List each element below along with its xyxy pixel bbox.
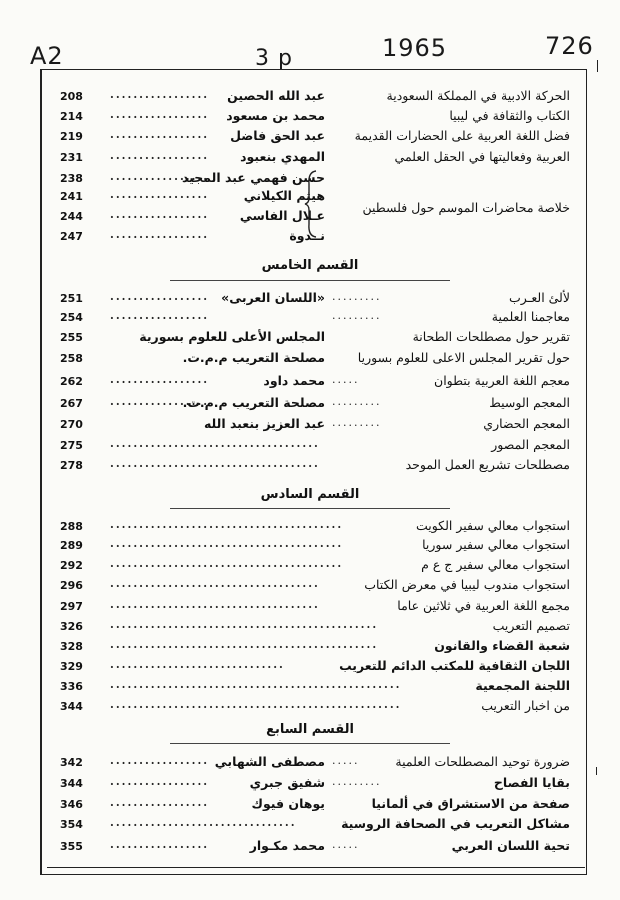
author: هيثم الكيلاني (243, 188, 325, 203)
page-number: 267 (60, 397, 83, 410)
entry-title: المعجم الحضاري (483, 416, 570, 431)
toc-entry (60, 329, 570, 349)
toc-entry (60, 290, 570, 310)
toc-entry (60, 618, 570, 638)
toc-entry (60, 128, 570, 148)
toc-entry (60, 638, 570, 658)
leader-dots: .................................... (110, 577, 320, 590)
page-number: 288 (60, 520, 83, 533)
leader-dots: ................. (110, 208, 210, 221)
author: محمد بن مسعود (226, 108, 325, 123)
entry-title: العربية وفعاليتها في الحقل العلمي (394, 149, 570, 164)
handwritten-mark-left: A2 (30, 42, 64, 70)
leader-dots: ................. (110, 290, 210, 303)
page-number: 278 (60, 459, 83, 472)
author: نــدوة (289, 228, 325, 243)
leader-dots: .................................... (110, 598, 320, 611)
author: حسن فهمي عبد المجيد (181, 170, 325, 185)
leader-dots: ................. (110, 395, 210, 408)
author: «اللسان العربى» (221, 290, 325, 305)
page-number: 346 (60, 798, 83, 811)
toc-entry (60, 775, 570, 795)
leader-dots: .............................................. (110, 618, 379, 631)
author: عبد الله الحصين (227, 88, 325, 103)
leader-dots: ........................................ (110, 518, 344, 531)
leader-dots: ................. (110, 373, 210, 386)
entry-title: شعبة القضاء والقانون (434, 638, 570, 653)
leader-dots: ................. (110, 796, 210, 809)
leader-dots: ................. (110, 188, 210, 201)
leader-dots: ................. (110, 170, 210, 183)
toc-entry (60, 698, 570, 718)
toc-entry (60, 658, 570, 678)
leader-dots: ................. (110, 754, 210, 767)
toc-entry (60, 457, 570, 477)
page-number: 355 (60, 840, 83, 853)
entry-title: المعجم المصور (491, 437, 570, 452)
leader-dots: ..... (332, 838, 360, 851)
toc-entry (60, 437, 570, 457)
author: محمد داود (263, 373, 325, 388)
entry-title: مشاكل التعريب في الصحافة الروسية (341, 816, 570, 831)
leader-dots: .................................................. (110, 678, 402, 691)
section-divider (170, 280, 450, 281)
page-number: 219 (60, 130, 83, 143)
page-number: 255 (60, 331, 83, 344)
leader-dots: ................. (110, 128, 210, 141)
entry-title: معاجمنا العلمية (491, 309, 570, 324)
page-number: 326 (60, 620, 83, 633)
toc-entry (60, 88, 570, 108)
page-number: 329 (60, 660, 83, 673)
leader-dots: .................................................. (110, 698, 402, 711)
author: محمد مكـوار (249, 838, 325, 853)
author: المهدي بنعبود (240, 149, 325, 164)
entry-title: صفحة من الاستشراق في ألمانيا (371, 796, 570, 811)
page-number: 336 (60, 680, 83, 693)
entry-title: استجواب معالي سفير الكويت (415, 518, 570, 533)
leader-dots: ......... (332, 395, 382, 408)
leader-dots: ........................................ (110, 537, 344, 550)
page-number: 244 (60, 210, 83, 223)
author: عبد الحق فاضل (230, 128, 325, 143)
page-number: 342 (60, 756, 83, 769)
toc-entry (60, 537, 570, 557)
leader-dots: .................................... (110, 437, 320, 450)
author: المجلس الأعلى للعلوم بسورية (139, 329, 325, 344)
leader-dots: .............................. (110, 658, 285, 671)
leader-dots: ........................................ (110, 557, 344, 570)
toc-entry (60, 557, 570, 577)
section-heading: القسم السادس (260, 487, 360, 502)
entry-title: تحية اللسان العربي (451, 838, 570, 853)
handwritten-year: 1965 (382, 34, 448, 62)
entry-title: مصطلحات تشريع العمل الموحد (405, 457, 570, 472)
entry-title: الحركة الادبية في المملكة السعودية (386, 88, 570, 103)
toc-entry (60, 838, 570, 858)
page-number: 296 (60, 579, 83, 592)
leader-dots: ................................ (110, 816, 297, 829)
leader-dots: ......... (332, 416, 382, 429)
bottom-rule (47, 867, 585, 868)
entry-title: استجواب مندوب ليبيا في معرض الكتاب (364, 577, 570, 592)
toc-entry (60, 796, 570, 816)
toc-entry (60, 149, 570, 169)
leader-dots: .................................... (110, 457, 320, 470)
page-number: 262 (60, 375, 83, 388)
toc-entry (60, 108, 570, 128)
author: عـلال الفاسي (239, 208, 325, 223)
leader-dots: .............................................. (110, 638, 379, 651)
page-number: 354 (60, 818, 83, 831)
page-number: 344 (60, 700, 83, 713)
page-number: 328 (60, 640, 83, 653)
author: مصلحة التعريب م.م.ت. (182, 395, 325, 410)
grouped-entries-title: خلاصة محاضرات الموسم حول فلسطين (362, 200, 570, 215)
toc-entry (60, 678, 570, 698)
leader-dots: ......... (332, 290, 382, 303)
entry-title: اللجنة المجمعية (475, 678, 570, 693)
entry-title: استجواب معالي سفير ج ع م (421, 557, 570, 572)
toc-entry (60, 816, 570, 836)
page-number: 289 (60, 539, 83, 552)
toc-entry (60, 395, 570, 415)
entry-title: حول تقرير المجلس الاعلى للعلوم بسوريا (357, 350, 570, 365)
page-number: 344 (60, 777, 83, 790)
entry-title: تقرير حول مصطلحات الطحانة (412, 329, 570, 344)
page-number: 208 (60, 90, 83, 103)
leader-dots: ................. (110, 228, 210, 241)
leader-dots: ..... (332, 373, 360, 386)
toc-entry (60, 416, 570, 436)
entry-title: مجمع اللغة العربية في ثلاثين عاما (397, 598, 570, 613)
toc-entry (60, 518, 570, 538)
entry-title: تصميم التعريب (492, 618, 570, 633)
toc-entry (60, 309, 570, 329)
entry-title: من اخبار التعريب (481, 698, 570, 713)
toc-entry (60, 598, 570, 618)
page-number: 238 (60, 172, 83, 185)
section-divider (170, 508, 450, 509)
leader-dots: ................. (110, 108, 210, 121)
section-divider (170, 743, 450, 744)
entry-title: معجم اللغة العربية بتطوان (434, 373, 570, 388)
toc-entry (60, 373, 570, 393)
toc-entry (60, 754, 570, 774)
entry-title: فضل اللغة العربية على الحضارات القديمة (354, 128, 570, 143)
grouping-brace (304, 170, 318, 238)
margin-tick (596, 767, 597, 775)
page-number: 275 (60, 439, 83, 452)
leader-dots: ................. (110, 309, 210, 322)
entry-title: الكتاب والثقافة في ليبيا (449, 108, 570, 123)
margin-tick (597, 60, 598, 72)
page-number: 247 (60, 230, 83, 243)
leader-dots: ......... (332, 309, 382, 322)
entry-title: بقايا الفصاح (493, 775, 570, 790)
leader-dots: ................. (110, 838, 210, 851)
entry-title: لألئ العـرب (509, 290, 570, 305)
page-number: 251 (60, 292, 83, 305)
page-number: 258 (60, 352, 83, 365)
toc-entry (60, 350, 570, 370)
section-heading: القسم السابع (266, 722, 354, 737)
leader-dots: ................. (110, 149, 210, 162)
page-number: 231 (60, 151, 83, 164)
author: مصلحة التعريب م.م.ت. (182, 350, 325, 365)
author: عبد العزيز بنعبد الله (203, 416, 325, 431)
leader-dots: ..... (332, 754, 360, 767)
entry-title: ضرورة توحيد المصطلحات العلمية (395, 754, 570, 769)
entry-title: استجواب معالي سفير سوريا (422, 537, 570, 552)
entry-title: اللجان الثقافية للمكتب الدائم للتعريب (339, 658, 570, 673)
handwritten-page-mark: 3 p (255, 46, 293, 71)
author: شفيق جبري (249, 775, 325, 790)
leader-dots: ................. (110, 775, 210, 788)
author: مصطفى الشهابي (214, 754, 325, 769)
page-number: 292 (60, 559, 83, 572)
toc-entry (60, 577, 570, 597)
page-number: 241 (60, 190, 83, 203)
handwritten-number: 726 (545, 32, 594, 60)
page-number: 254 (60, 311, 83, 324)
page-number: 297 (60, 600, 83, 613)
leader-dots: ................. (110, 88, 210, 101)
page-number: 270 (60, 418, 83, 431)
entry-title: المعجم الوسيط (489, 395, 570, 410)
page-number: 214 (60, 110, 83, 123)
section-heading: القسم الخامس (261, 258, 359, 273)
leader-dots: ......... (332, 775, 382, 788)
author: يوهان فيوك (251, 796, 325, 811)
